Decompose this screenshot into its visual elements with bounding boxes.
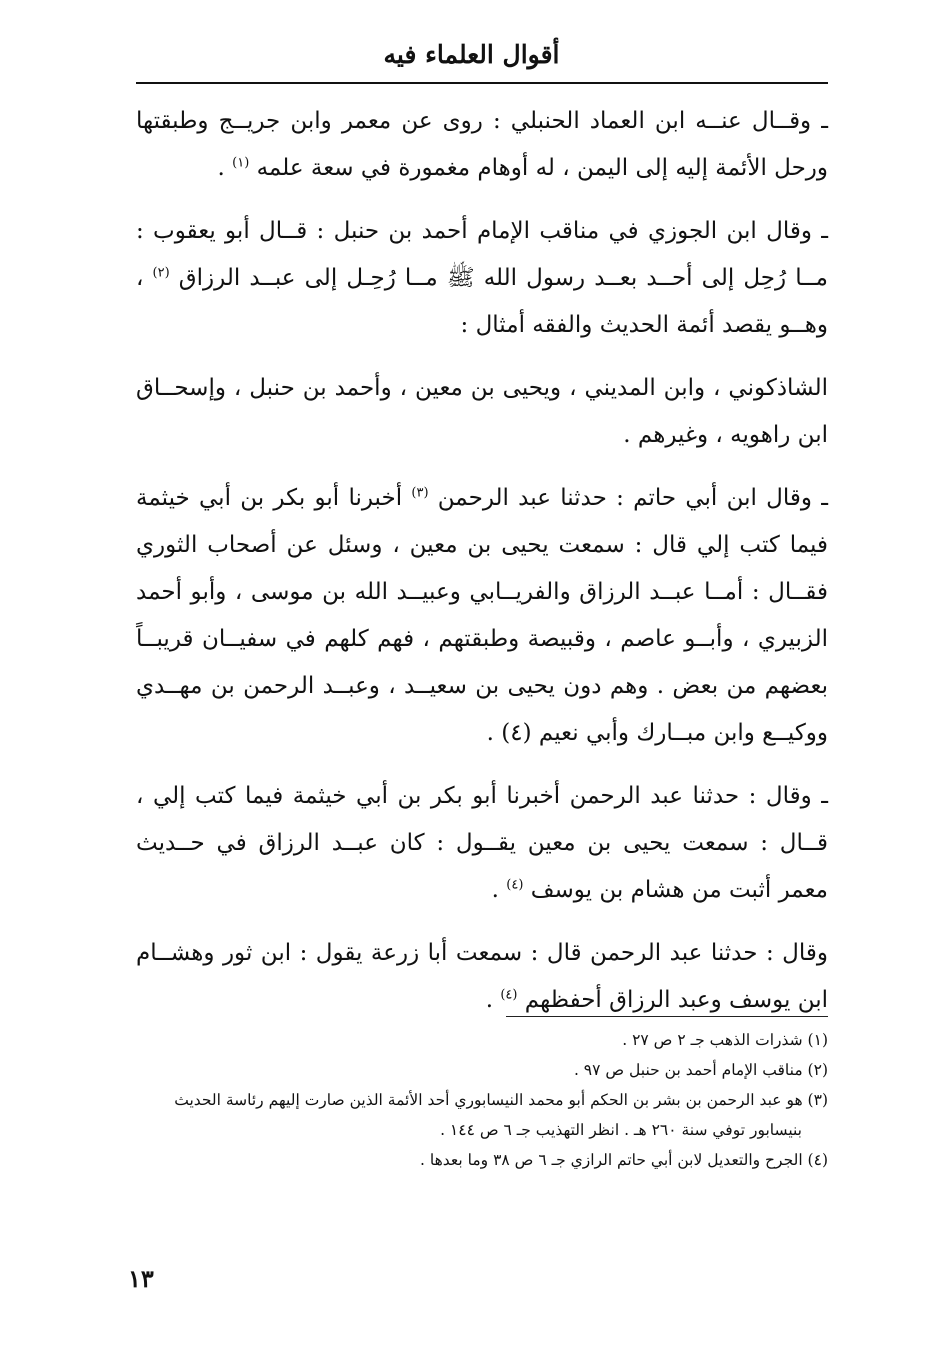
footnote-divider: [506, 1016, 828, 1017]
paragraph: [136, 773, 828, 914]
paragraph: [136, 208, 828, 349]
footnote: (٣) هو عبد الرحمن بن بشر بن الحكم أبو محمد النيسابوري أحد الأئمة الذين صارت إليهم رئاسة الحديث بنيسابور توفي سنة ٢٦٠ هـ . انظر التهذيب جـ ٦ ص ١٤٤ .: [174, 1091, 828, 1139]
paragraph-tail: .: [485, 987, 501, 1013]
paragraph-text: الشاذكوني ، وابن المديني ، ويحيى بن معين ، وأحمد بن حنبل ، وإسحــاق ابن راهويه ، وغيرهم .: [136, 375, 828, 448]
footnote-ref: (٣): [411, 485, 429, 501]
paragraph: [136, 98, 828, 192]
footnote: (٤) الجرح والتعديل لابن أبي حاتم الرازي جـ ٦ ص ٣٨ وما بعدها .: [420, 1151, 828, 1169]
paragraph: [136, 365, 828, 459]
paragraph-text: ـ وقــال عنــه ابن العماد الحنبلي : روى عن معمر وابن جريــج وطبقتها ورحل الأئمة إليه إلى اليمن ، له أوهام مغمورة في سعة علمه: [136, 108, 828, 181]
paragraph-text: ـ وقال : حدثنا عبد الرحمن أخبرنا أبو بكر بن أبي خيثمة فيما كتب إلي ، قــال : سمعت يحيى بن معين يقــول : كان عبــد الرزاق في حــديث معمر أثبت من هشام بن يوسف: [136, 783, 828, 903]
paragraph-text: ـ وقال ابن الجوزي في مناقب الإمام أحمد بن حنبل : قــال أبو يعقوب : مــا رُحِل إلى أحــد بعــد رسول الله ﷺ مــا رُحِـل إلى عبــد الرزاق: [136, 218, 828, 291]
footnote-ref: (٤): [500, 987, 518, 1003]
paragraph-tail: .: [491, 877, 507, 903]
paragraph-tail: .: [217, 155, 233, 181]
paragraph: [136, 475, 828, 757]
paragraph-tail: أخبرنا أبو بكر بن أبي خيثمة فيما كتب إلي قال : سمعت يحيى بن معين ، وسئل عن أصحاب الثوري فقــال : أمــا عبــد الرزاق والفريــابي وعبيــد الله بن موسى ، وأبو أحمد الزبيري ، وأبــو عاصم ، وقبيصة وطبقتهم ، فهم كلهم في سفيــان قريبــاً بعضهم من بعض . وهم دون يحيى بن سعيــد ، وعبــد الرحمن بن مهــدي ووكيــع وابن مبــارك وأبي نعيم (٤) .: [136, 485, 828, 746]
footnote: (١) شذرات الذهب جـ ٢ ص ٢٧ .: [622, 1031, 828, 1049]
paragraph-text: وقال : حدثنا عبد الرحمن قال : سمعت أبا زرعة يقول : ابن ثور وهشــام ابن يوسف وعبد الرزاق أحفظهم: [136, 940, 828, 1013]
page-header-title: أقوال العلماء فيه: [383, 40, 560, 69]
footnote: (٢) مناقب الإمام أحمد بن حنبل ص ٩٧ .: [573, 1061, 828, 1079]
main-text: [136, 98, 828, 1040]
footnote-ref: (١): [232, 155, 250, 171]
footnotes: [136, 1025, 828, 1175]
footnote-ref: (٢): [152, 265, 170, 281]
page-number: ١٣: [128, 1264, 154, 1293]
paragraph-tail: ، وهــو يقصد أئمة الحديث والفقه أمثال :: [136, 265, 828, 338]
footnote-ref: (٤): [506, 877, 524, 893]
header-divider: [136, 82, 828, 84]
paragraph: [136, 930, 828, 1024]
paragraph-text: ـ وقال ابن أبي حاتم : حدثنا عبد الرحمن: [437, 485, 828, 511]
